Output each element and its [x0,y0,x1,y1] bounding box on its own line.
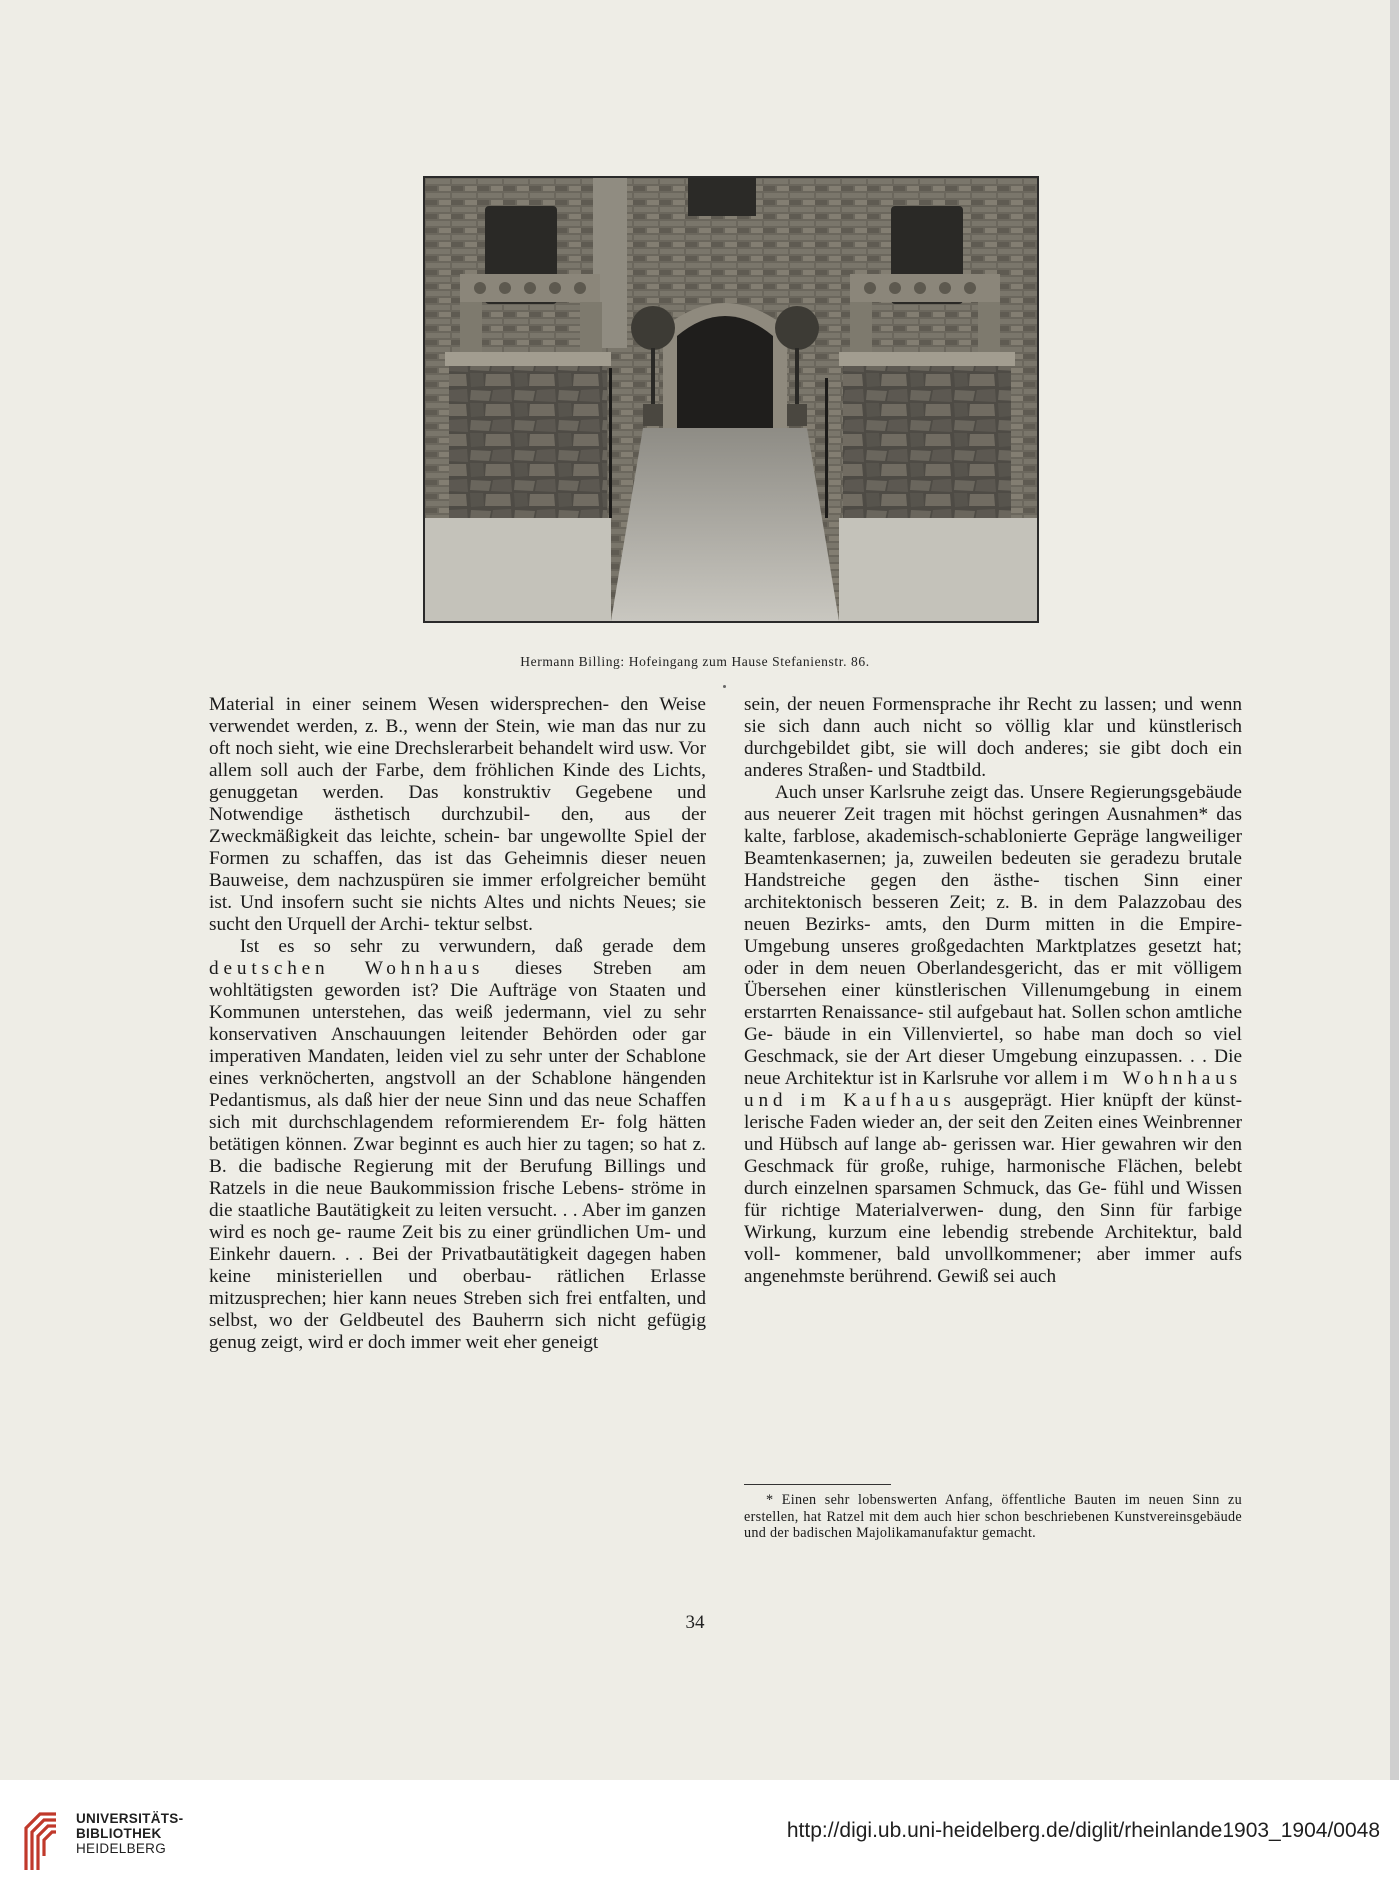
right-paragraph-2 [744,782,1242,1288]
left-paragraph-1: Material in einer seinem Wesen widersprechen- den Weise verwendet werden, z. B., wenn der Stein, wie man das nur zu oft noch sieht, wie eine Drechslerarbeit behandelt wird usw. Vor allem soll auch der Farbe, dem fröhlichen Kinde des Lichts, genuggetan werden. Das konstruktiv Gegebene und Notwendige ästhetisch durchzubil- den, aus der Zweckmäßigkeit das leichte, schein- bar ungewollte Spiel der Formen zu schaffen, das ist das Geheimnis dieser neuen Bauweise, dem nachzuspüren sie immer erfolgreicher bemüht ist. Und insofern sucht sie nichts Altes und nichts Neues; sie sucht den Urquell der Archi- tektur selbst. [209,694,706,935]
left-paragraph-2-start: Ist es so sehr zu verwundern, daß gerade dem [239,936,706,957]
right-text-column [744,694,1242,1288]
right-paragraph-2-start: Auch unser Karlsruhe zeigt das. Unsere Regierungsgebäude aus neuerer Zeit tragen mit höchst geringen Ausnahmen* das kalte, farblose, akademisch-schablonierte Gepräge langweiliger Beamtenkasernen; ja, zuweilen bedeuten sie geradezu brutale Handstreiche gegen den ästhe- tischen Sinn einer architektonisch besseren Zeit; z. B. in dem Palazzobau des neuen Bezirks- amts, den Durm mitten in die Empire-Umgebung unseres großgedachten Marktplatzes gesetzt hat; oder in dem neuen Oberlandesgericht, das er mit völligem Übersehen einer künstlerischen Villenumgebung in einem erstarrten Renaissance- stil aufgebaut hat. Sollen schon amtliche Ge- bäude in ein Villenviertel, so habe man doch so viel Geschmack, sie der Art dieser Umgebung einzupassen. . . Die neue Architektur ist in Karlsruhe vor allem [744,782,1242,1089]
library-logo-icon [20,1806,60,1872]
right-paragraph-1: sein, der neuen Formensprache ihr Recht zu lassen; und wenn sie sich dann auch nicht so völlig klar und künstlerisch durchgebildet gibt, sie will doch anderes; sie gibt doch ein anderes Straßen- und Stadtbild. [744,694,1242,781]
library-name-line-3: HEIDELBERG [76,1841,167,1856]
left-paragraph-2 [209,936,706,1354]
left-text-column [209,694,706,1354]
footnote-rule [744,1484,891,1485]
left-paragraph-2-rest: dieses Streben am wohltätigsten geworden ist? Die Aufträge von Staaten und Kommunen unterstehen, das weiß jedermann, viel zu sehr konservativen Anschauungen leitender Behörden oder gar imperativen Mandaten, leiden viel zu sehr unter der Schablone eines verknöcherten, angstvoll an der Schablone hängenden Pedantismus, als daß hier der neue Sinn und das neue Schaffen sich mit durchschlagendem reformierendem Er- folg hätten betätigen können. Zwar beginnt es auch hier zu tagen; so hat z. B. die badische Regierung mit der Berufung Billings und Ratzels in die neue Baukommission frische Lebens- ströme in die staatliche Bautätigkeit zu leiten versucht. . . Aber im ganzen wird es noch ge- raume Zeit bis zu einer gründlichen Um- und Einkehr dauern. . . Bei der Privatbautätigkeit dagegen haben keine ministeriellen und oberbau- rätlichen Erlasse mitzusprechen; hier kann neues Streben sich frei entfalten, und selbst, wo der Geldbeutel des Bauherrn sich nicht gefügig genug zeigt, wird er doch immer weit eher geneigt [209,958,707,1353]
emphasis-wohnhaus-kaufhaus: im Wohnhaus und im Kaufhaus [744,1068,1242,1111]
building-photograph [423,176,1039,623]
emphasis-deutschen-wohnhaus: deutschen Wohnhaus [209,958,485,979]
library-name-line-2: BIBLIOTHEK [76,1826,162,1841]
footnote-text: * Einen sehr lobenswerten Anfang, öffentliche Bauten im neuen Sinn zu erstellen, hat Ratzel mit dem auch hier schon beschriebenen Kunstvereinsgebäude und der badischen Majolikamanufaktur gemacht. [744,1492,1242,1541]
page-edge [1390,0,1399,1780]
footnote [744,1492,1242,1542]
library-name [76,1811,183,1856]
page-number: 34 [685,1612,705,1633]
separator-dot [723,685,726,688]
source-url-link[interactable]: http://digi.ub.uni-heidelberg.de/diglit/rheinlande1903_1904/0048 [786,1819,1380,1842]
right-paragraph-2-rest: ausgeprägt. Hier knüpft der künst- lerische Faden wieder an, der seit den Zeiten eines Weinbrenner und Hübsch auf lange ab- gerissen war. Hier gewahren wir den Geschmack für große, ruhige, harmonische Flächen, belebt durch einzelnen sparsamen Schmuck, das Ge- fühl und Wissen für richtige Materialverwen- dung, den Sinn für farbige Wirkung, kurzum eine lebendig strebende Architektur, bald voll- kommener, bald unvollkommener; aber immer aufs angenehmste berührend. Gewiß sei auch [744,1090,1242,1287]
library-name-line-1: UNIVERSITÄTS- [76,1811,184,1826]
figure-caption: Hermann Billing: Hofeingang zum Hause Stefanienstr. 86. [520,654,870,669]
